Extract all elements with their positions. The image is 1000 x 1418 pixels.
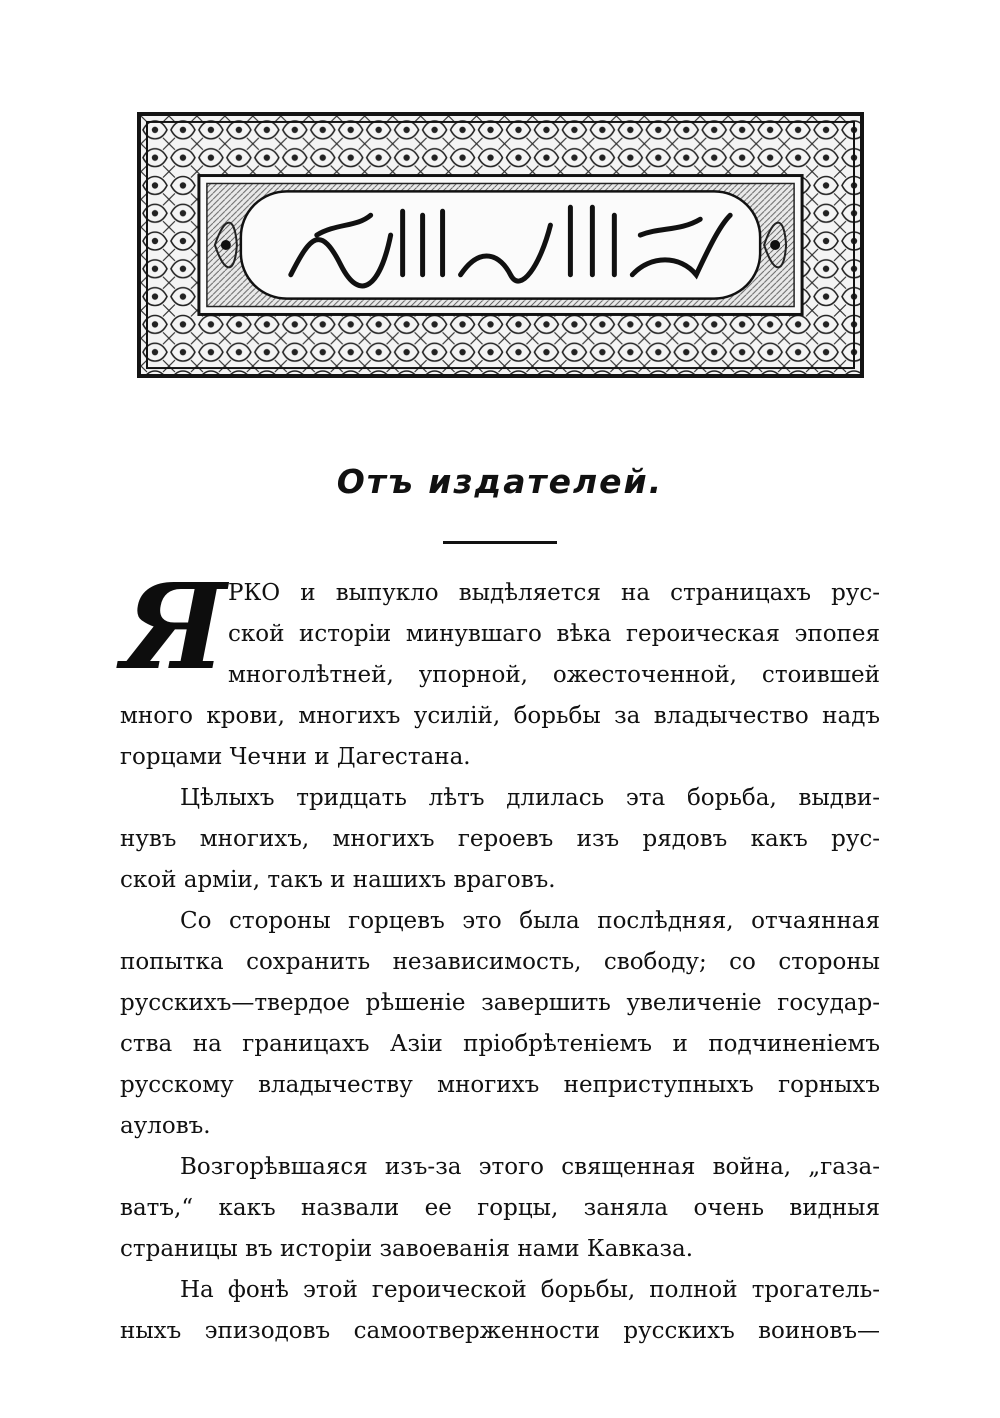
text-line: Цѣлыхъ тридцать лѣтъ длилась эта борьба, выдви- [180,785,880,811]
text-line: страницы въ исторіи завоеванія нами Кавказа. [120,1236,694,1262]
text-line: ской исторіи минувшаго вѣка героическая эпопея [228,621,880,647]
page-heading: Отъ издателей. [336,462,664,501]
text-line: ватъ,“ какъ назвали ее горцы, заняла очень видныя [120,1195,880,1221]
text-line: РКО и выпукло выдѣляется на страницахъ рус- [228,580,880,606]
heading-divider [443,541,557,544]
text-line: ской арміи, такъ и нашихъ враговъ. [120,867,556,893]
text-line: нувъ многихъ, многихъ героевъ изъ рядовъ какъ рус- [120,826,880,852]
paragraph-3 [120,901,880,1147]
paragraph-4 [120,1147,880,1270]
body-text [120,573,880,1352]
text-line: горцами Чечни и Дагестана. [120,744,471,770]
paragraph-2 [120,778,880,901]
text-line: На фонѣ этой героической борьбы, полной трогатель- [180,1277,880,1303]
calligraphy-ornament [137,112,864,378]
text-line: Возгорѣвшаяся изъ-за этого священная война, „газа- [180,1154,880,1180]
drop-cap: Я [122,557,227,696]
text-line: ныхъ эпизодовъ самоотверженности русскихъ воиновъ— [120,1318,880,1344]
text-line: русскому владычеству многихъ неприступныхъ горныхъ [120,1072,880,1098]
text-line: ауловъ. [120,1113,211,1139]
text-line: ства на границахъ Азіи пріобрѣтеніемъ и подчиненіемъ [120,1031,880,1057]
text-line: Со стороны горцевъ это была послѣдняя, отчаянная [180,908,880,934]
paragraph-5 [120,1270,880,1352]
text-line: многолѣтней, упорной, ожесточенной, стоившей [228,662,880,688]
text-line: много крови, многихъ усилій, борьбы за владычество надъ [120,703,880,729]
ornament-illustration [141,116,860,374]
text-line: попытка сохранить независимость, свободу; со стороны [120,949,880,975]
paragraph-1 [120,573,880,778]
text-line: русскихъ—твердое рѣшеніе завершить увеличеніе государ- [120,990,880,1016]
